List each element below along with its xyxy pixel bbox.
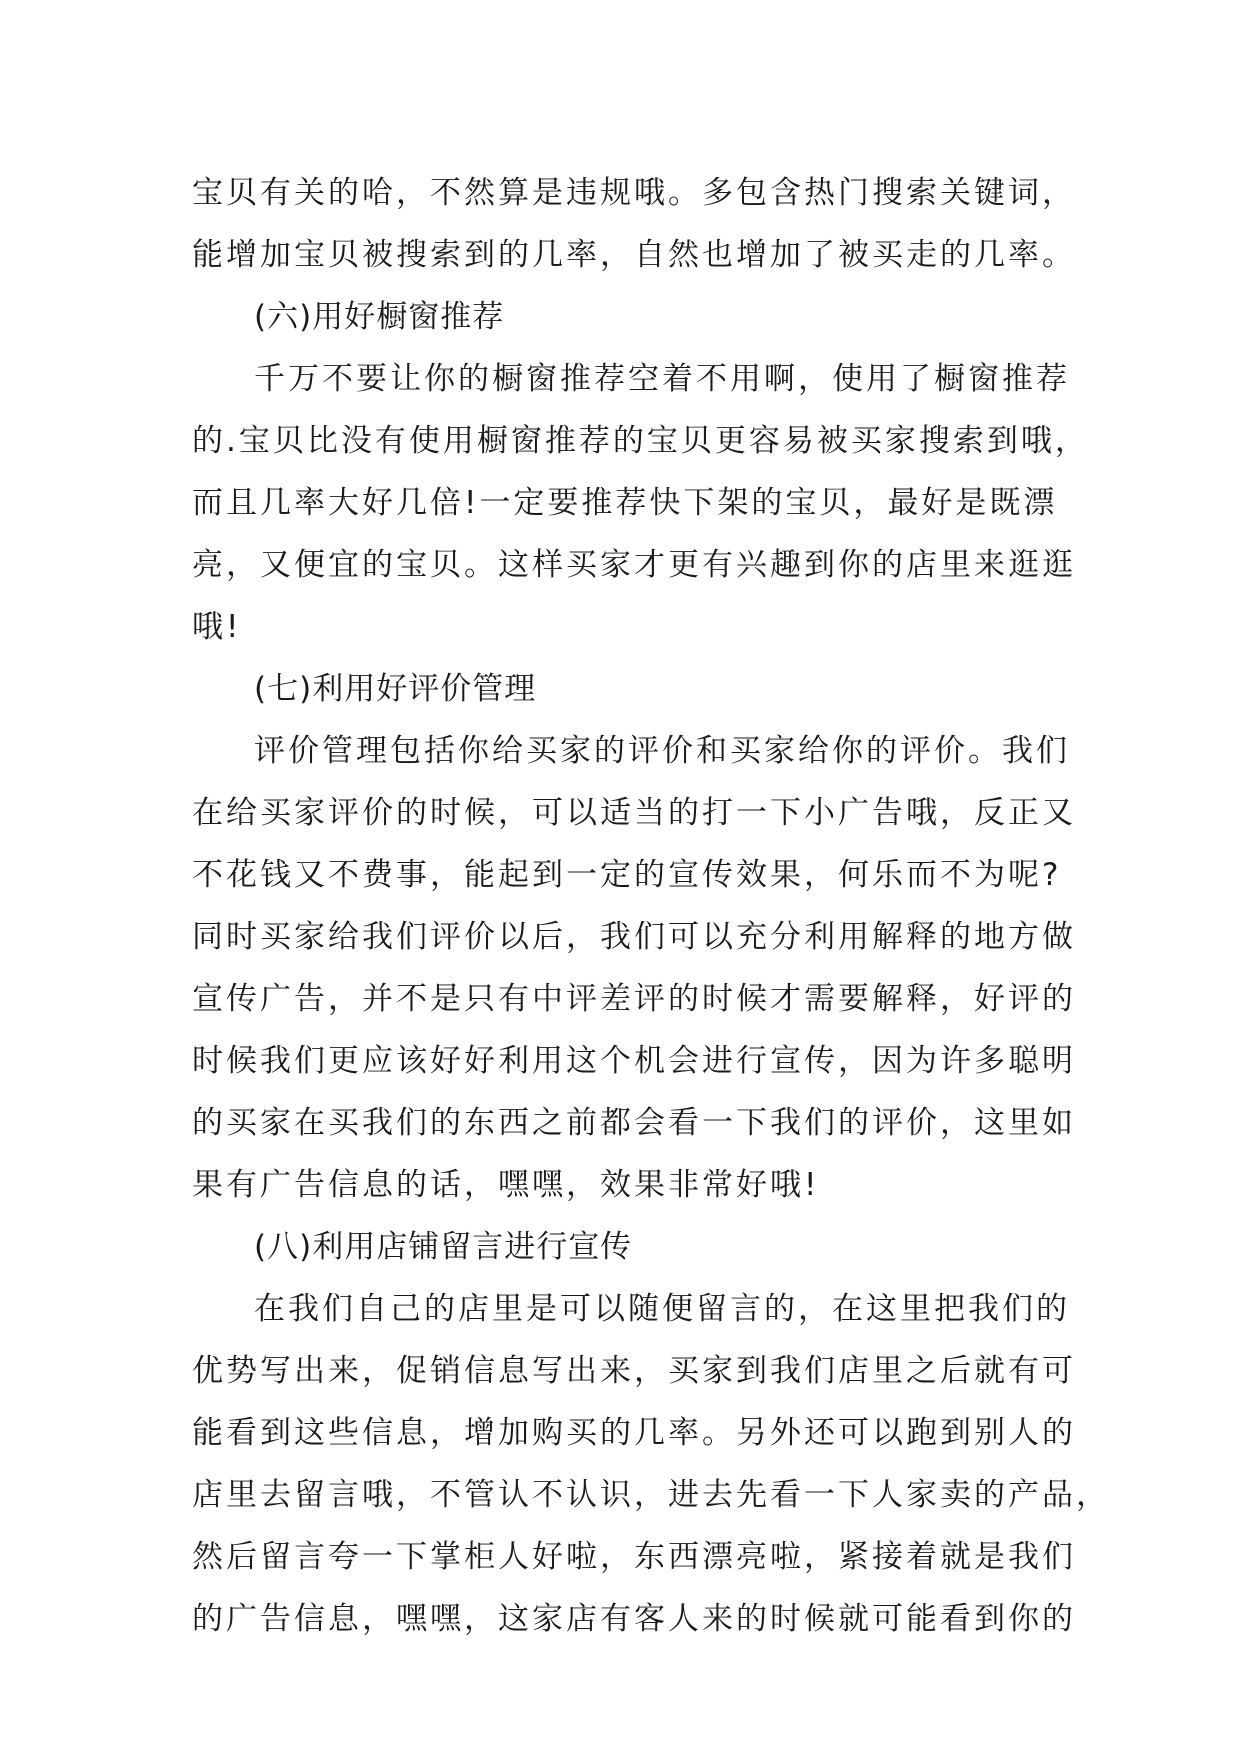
body-line: 的广告信息，嘿嘿，这家店有客人来的时候就可能看到你的 [192,1601,1076,1637]
paragraph-first-line: 千万不要让你的橱窗推荐空着不用啊，使用了橱窗推荐 [254,361,1070,397]
body-line: 同时买家给我们评价以后，我们可以充分利用解释的地方做 [192,919,1076,955]
body-line: 能增加宝贝被搜索到的几率，自然也增加了被买走的几率。 [192,237,1076,273]
body-line: 优势写出来，促销信息写出来，买家到我们店里之后就有可 [192,1353,1076,1389]
paragraph-first-line: 在我们自己的店里是可以随便留言的，在这里把我们的 [254,1291,1070,1327]
section-heading-6: (六)用好橱窗推荐 [254,299,505,335]
body-line: 时候我们更应该好好利用这个机会进行宣传，因为许多聪明 [192,1043,1076,1079]
paragraph-last-line: 哦! [192,609,242,645]
paragraph-first-line: 评价管理包括你给买家的评价和买家给你的评价。我们 [254,733,1070,769]
body-line: 的买家在买我们的东西之前都会看一下我们的评价，这里如 [192,1105,1076,1141]
section-heading-7: (七)利用好评价管理 [254,671,537,707]
paragraph-last-line: 果有广告信息的话，嘿嘿，效果非常好哦! [192,1167,820,1203]
document-body [192,162,1110,1650]
section-heading-8: (八)利用店铺留言进行宣传 [254,1229,633,1265]
body-line: 然后留言夸一下掌柜人好啦，东西漂亮啦，紧接着就是我们 [192,1539,1076,1575]
body-line: 在给买家评价的时候，可以适当的打一下小广告哦，反正又 [192,795,1076,831]
body-line: 亮，又便宜的宝贝。这样买家才更有兴趣到你的店里来逛逛 [192,547,1076,583]
body-line: 宝贝有关的哈，不然算是违规哦。多包含热门搜索关键词， [192,175,1076,211]
body-line: 宣传广告，并不是只有中评差评的时候才需要解释，好评的 [192,981,1076,1017]
body-line: 能看到这些信息，增加购买的几率。另外还可以跑到别人的 [192,1415,1076,1451]
body-line: 店里去留言哦，不管认不认识，进去先看一下人家卖的产品， [192,1477,1110,1513]
body-line: 的.宝贝比没有使用橱窗推荐的宝贝更容易被买家搜索到哦， [192,423,1089,459]
body-line: 而且几率大好几倍!一定要推荐快下架的宝贝，最好是既漂 [192,485,1058,521]
body-line: 不花钱又不费事，能起到一定的宣传效果，何乐而不为呢? [192,857,1062,893]
